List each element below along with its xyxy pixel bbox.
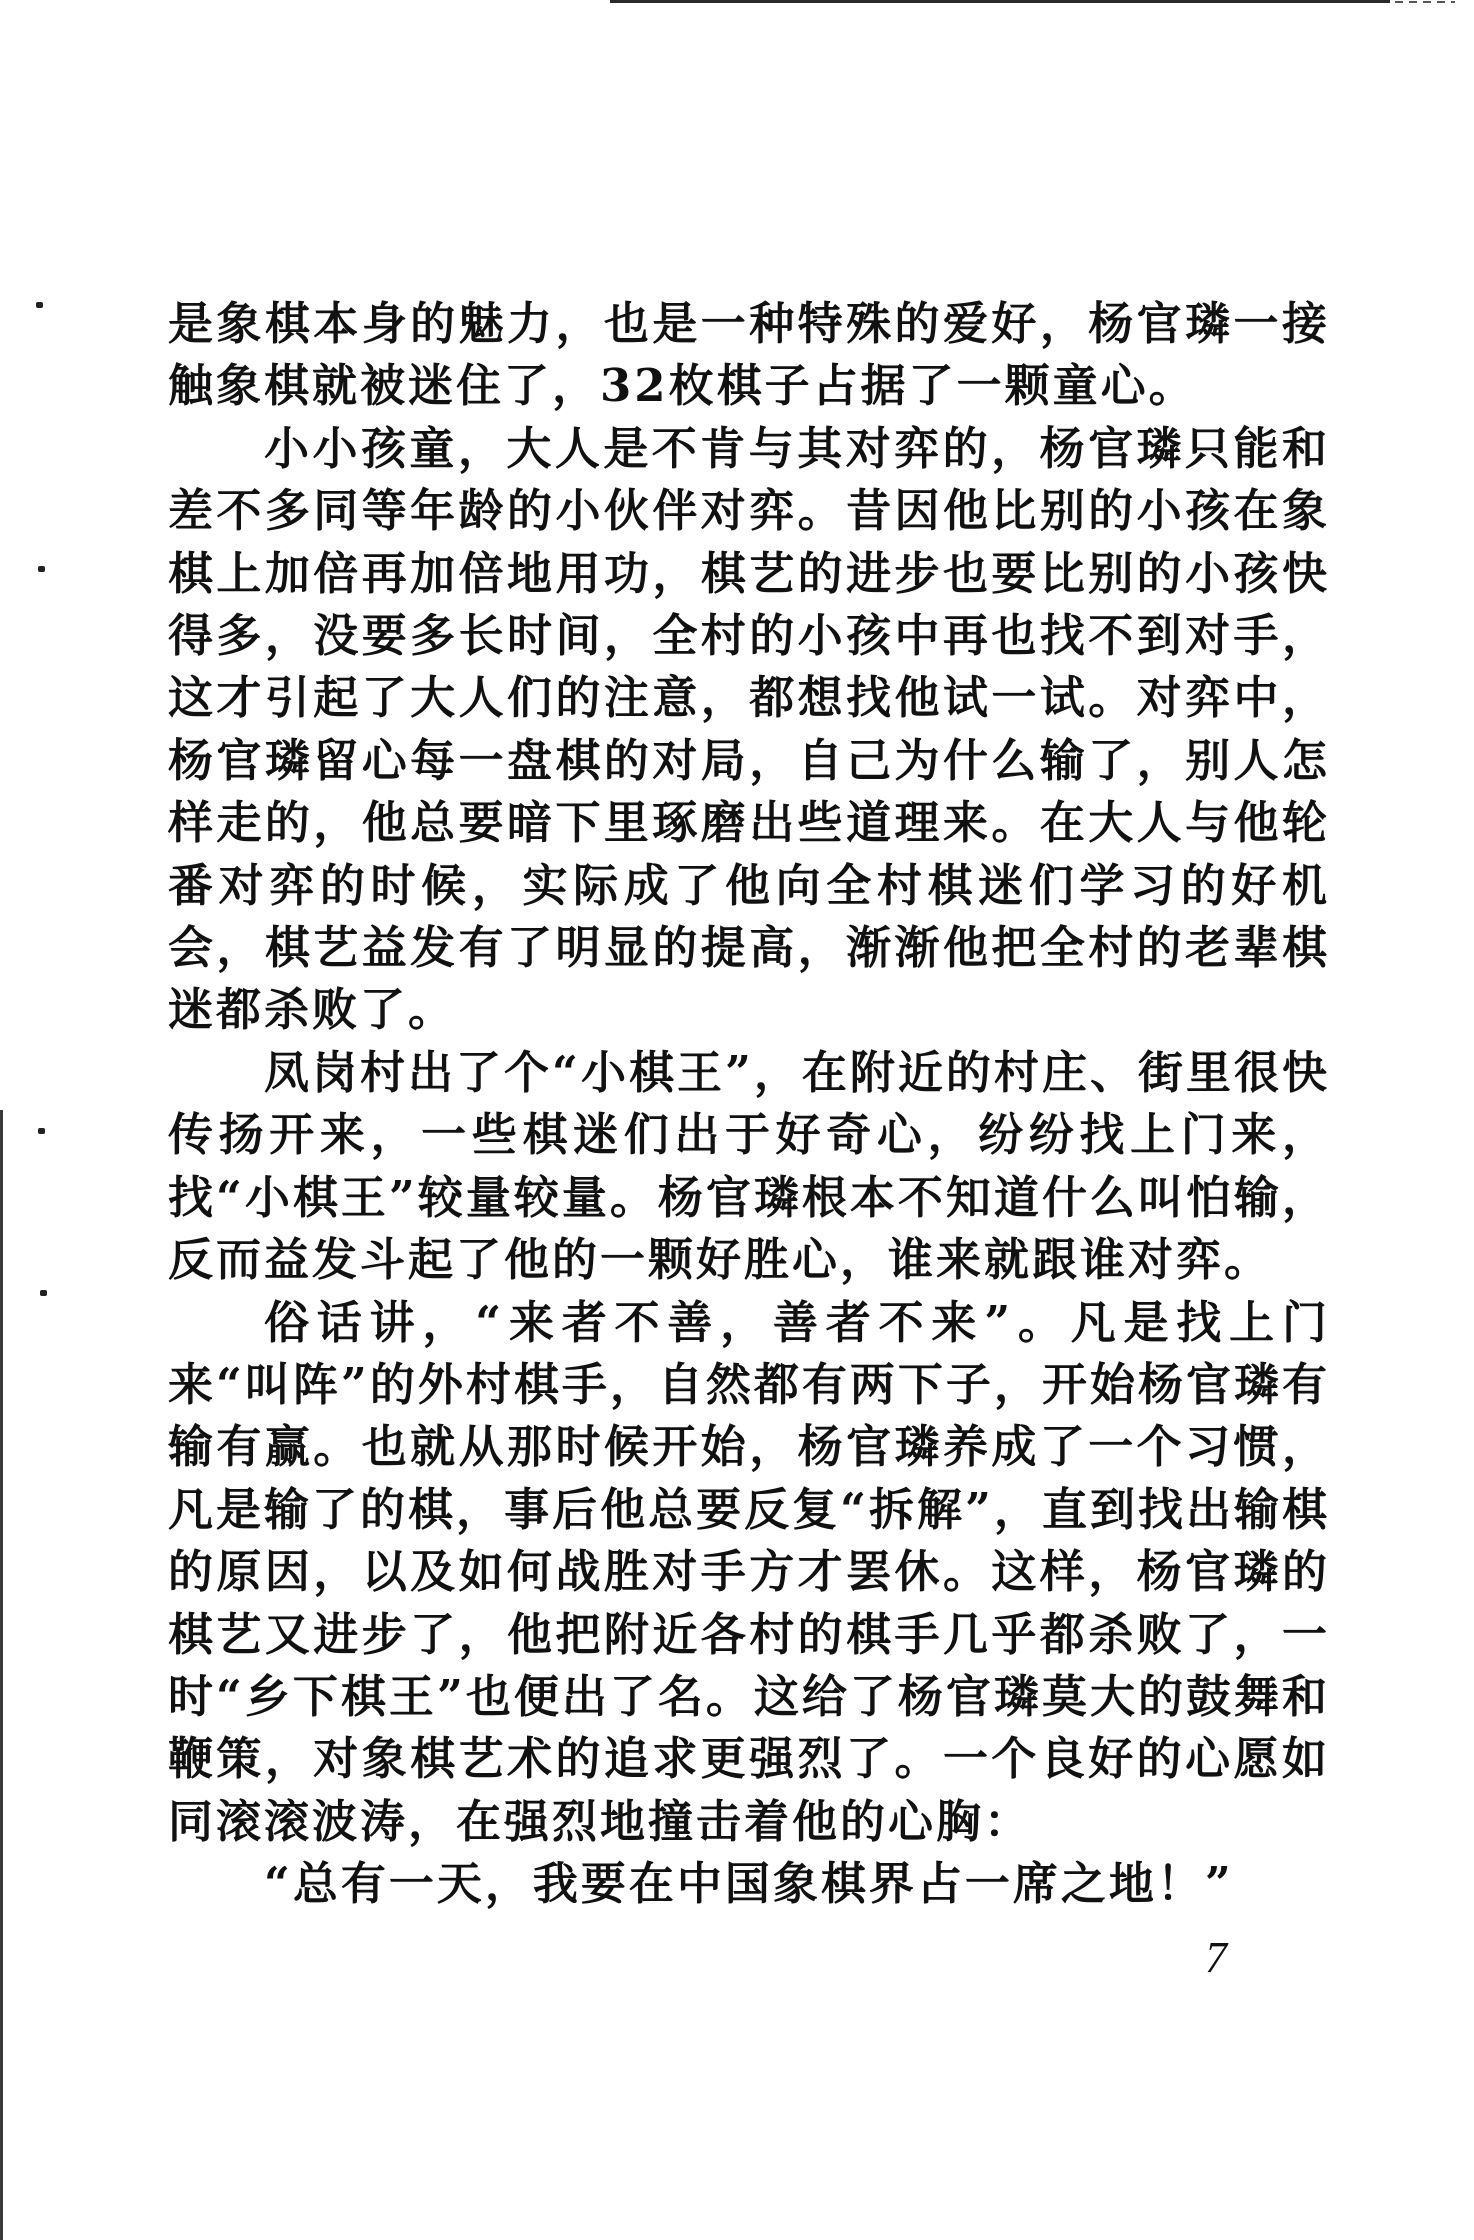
page-number: 7 <box>1205 1933 1227 1982</box>
paragraph: 凤岗村出了个“小棋王”，在附近的村庄、街里很快传扬开来，一些棋迷们出于好奇心，纷纷找上门来，找“小棋王”较量较量。杨官璘根本不知道什么叫怕输，反而益发斗起了他的一颗好胜心，谁来就跟谁对弈。 <box>168 1045 1330 1287</box>
top-rule <box>610 0 1390 3</box>
page-edge-line <box>0 1110 3 2240</box>
top-rule-dash <box>1395 1 1455 3</box>
scan-speck <box>38 566 45 572</box>
page-body <box>168 293 1330 1916</box>
paragraph: 小小孩童，大人是不肯与其对弈的，杨官璘只能和差不多同等年龄的小伙伴对弈。昔因他比别的小孩在象棋上加倍再加倍地用功，棋艺的进步也要比别的小孩快得多，没要多长时间，全村的小孩中再也找不到对手，这才引起了大人们的注意，都想找他试一试。对弈中，杨官璘留心每一盘棋的对局，自己为什么输了，别人怎样走的，他总要暗下里琢磨出些道理来。在大人与他轮番对弈的时候，实际成了他向全村棋迷们学习的好机会，棋艺益发有了明显的提高，渐渐他把全村的老辈棋迷都杀败了。 <box>168 421 1330 1037</box>
scan-speck <box>36 302 43 308</box>
paragraph: “总有一天，我要在中国象棋界占一席之地！” <box>264 1857 1234 1911</box>
scan-speck <box>40 1290 47 1296</box>
paragraph: 俗话讲，“来者不善，善者不来”。凡是找上门来“叫阵”的外村棋手，自然都有两下子，开始杨官璘有输有赢。也就从那时候开始，杨官璘养成了一个习惯，凡是输了的棋，事后他总要反复“拆解”，直到找出输棋的原因，以及如何战胜对手方才罢休。这样，杨官璘的棋艺又进步了，他把附近各村的棋手几乎都杀败了，一时“乡下棋王”也便出了名。这给了杨官璘莫大的鼓舞和鞭策，对象棋艺术的追求更强烈了。一个良好的心愿如同滚滚波涛，在强烈地撞击着他的心胸： <box>168 1295 1330 1848</box>
scan-speck <box>38 1128 45 1134</box>
paragraph: 是象棋本身的魅力，也是一种特殊的爱好，杨官璘一接触象棋就被迷住了，32枚棋子占据了一颗童心。 <box>168 297 1330 413</box>
